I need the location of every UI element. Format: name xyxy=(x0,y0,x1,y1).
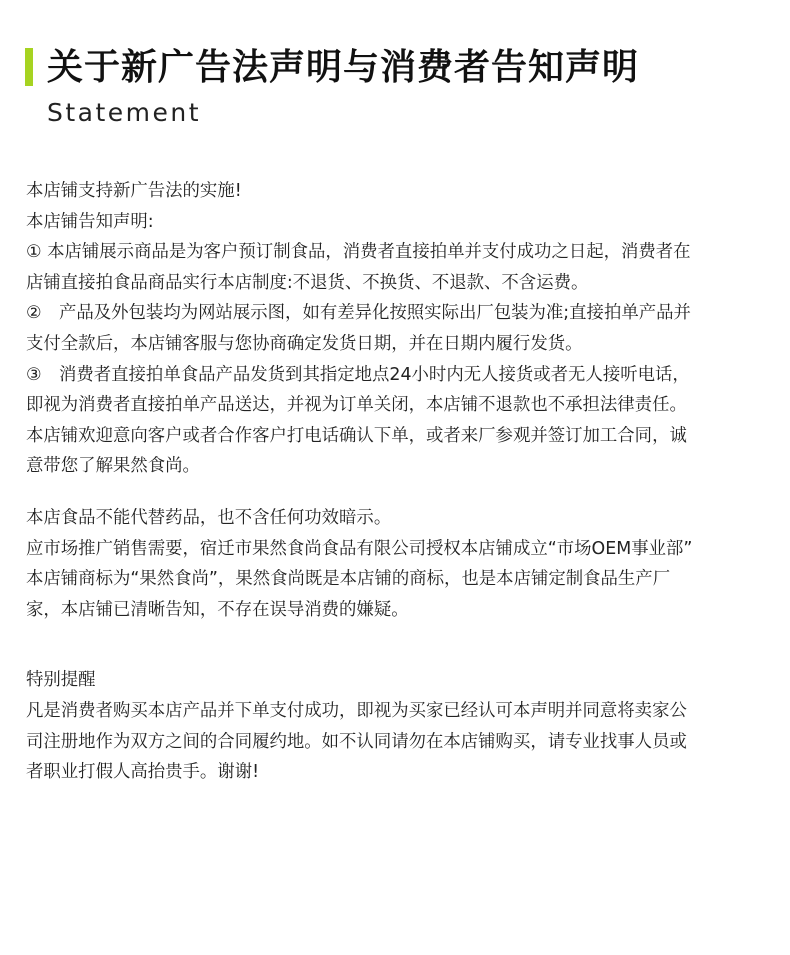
text-line: ② 产品及外包装均为网站展示图，如有差异化按照实际出厂包装为准;直接拍单产品并 xyxy=(26,303,691,324)
text-line: 应市场推广销售需要，宿迁市果然食尚食品有限公司授权本店铺成立“市场OEM事业部” xyxy=(26,538,693,559)
text-line: 本店铺商标为“果然食尚”，果然食尚既是本店铺的商标，也是本店铺定制食品生产厂 xyxy=(26,569,671,590)
page-title: 关于新广告法声明与消费者告知声明 xyxy=(47,47,640,88)
title-accent-bar xyxy=(25,48,33,86)
text-line: 本店铺欢迎意向客户或者合作客户打电话确认下单，或者来厂参观并签订加工合同，诚 xyxy=(26,425,687,446)
text-line: 本店铺告知声明: xyxy=(26,211,154,232)
text-line: ① 本店铺展示商品是为客户预订制食品，消费者直接拍单并支付成功之日起，消费者在 xyxy=(26,242,691,263)
text-line: 本店食品不能代替药品，也不含任何功效暗示。 xyxy=(26,507,392,528)
text-line: ③ 消费者直接拍单食品产品发货到其指定地点24小时内无人接货或者无人接听电话， xyxy=(26,364,690,385)
text-line: 即视为消费者直接拍单产品送达，并视为订单关闭，本店铺不退款也不承担法律责任。 xyxy=(26,395,687,416)
text-line: 家，本店铺已清晰告知，不存在误导消费的嫌疑。 xyxy=(26,599,409,620)
section-store-declaration xyxy=(26,176,764,482)
section-trademark-notice xyxy=(26,503,764,625)
statement-body xyxy=(26,176,764,788)
text-line: 店铺直接拍食品商品实行本店制度:不退货、不换货、不退款、不含运费。 xyxy=(26,272,589,293)
text-line: 司注册地作为双方之间的合同履约地。如不认同请勿在本店铺购买，请专业找事人员或 xyxy=(26,731,687,752)
page-subtitle: Statement xyxy=(47,98,202,127)
text-line: 支付全款后，本店铺客服与您协商确定发货日期，并在日期内履行发货。 xyxy=(26,333,583,354)
section-spacer xyxy=(26,625,764,665)
text-line: 意带您了解果然食尚。 xyxy=(26,456,200,477)
text-line: 者职业打假人高抬贵手。谢谢! xyxy=(26,762,260,783)
text-line: 特别提醒 xyxy=(26,670,96,691)
text-line: 本店铺支持新广告法的实施! xyxy=(26,181,242,201)
section-spacer xyxy=(26,482,764,503)
section-special-reminder xyxy=(26,665,764,787)
text-line: 凡是消费者购买本店产品并下单支付成功，即视为买家已经认可本声明并同意将卖家公 xyxy=(26,700,687,721)
